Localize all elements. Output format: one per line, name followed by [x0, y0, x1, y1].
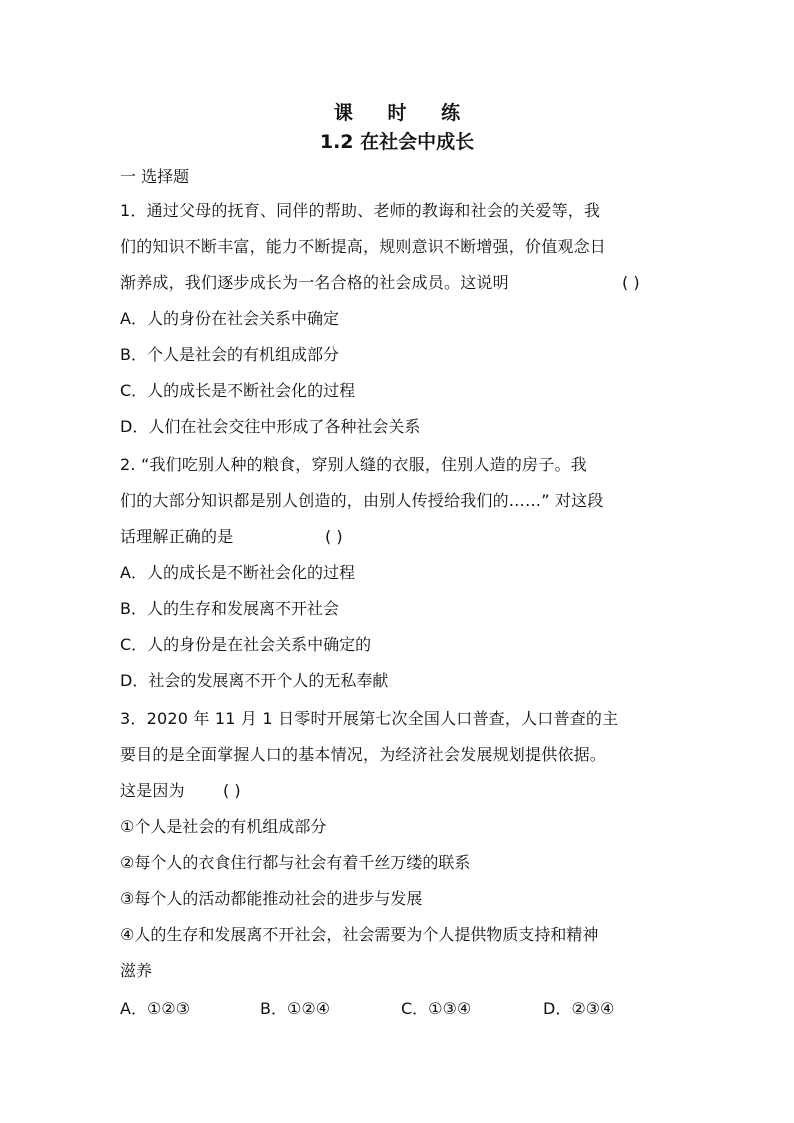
question-3-option-d: D．②③④	[543, 999, 615, 1018]
question-1-option-b: B．个人是社会的有机组成部分	[120, 345, 339, 364]
question-3-statement-4-cont: 滋养	[120, 961, 153, 980]
question-2-stem-line-3: 话理解正确的是	[120, 527, 234, 546]
section-heading: 一 选择题	[120, 167, 190, 186]
question-1-stem-line-3: 渐养成，我们逐步成长为一名合格的社会成员。这说明	[120, 273, 509, 292]
question-3-answer-blank: ( )	[223, 781, 241, 800]
question-3-option-c: C．①③④	[401, 999, 472, 1018]
question-2-stem-line-1: 2. “我们吃别人种的粮食，穿别人缝的衣服，住别人造的房子。我	[120, 455, 587, 474]
question-1-stem-line-1: 1．通过父母的抚育、同伴的帮助、老师的教诲和社会的关爱等，我	[120, 201, 601, 220]
question-2-option-b: B．人的生存和发展离不开社会	[120, 599, 339, 618]
question-1-option-a: A．人的身份在社会关系中确定	[120, 309, 339, 328]
question-2-option-d: D．社会的发展离不开个人的无私奉献	[120, 671, 389, 690]
question-3-statement-4: ④人的生存和发展离不开社会，社会需要为个人提供物质支持和精神	[120, 925, 599, 944]
question-3-stem-line-1: 3．2020 年 11 月 1 日零时开展第七次全国人口普查，人口普查的主	[120, 709, 619, 728]
question-1-option-d: D．人们在社会交往中形成了各种社会关系	[120, 417, 421, 436]
question-3-stem-line-2: 要目的是全面掌握人口的基本情况，为经济社会发展规划提供依据。	[120, 745, 607, 764]
question-3-option-a: A．①②③	[120, 999, 190, 1018]
question-2-answer-blank: ( )	[325, 527, 343, 546]
question-1-stem-line-2: 们的知识不断丰富，能力不断提高，规则意识不断增强，价值观念日	[120, 237, 607, 256]
lesson-subtitle: 1.2 在社会中成长	[319, 131, 475, 153]
question-2-option-c: C．人的身份是在社会关系中确定的	[120, 635, 372, 654]
question-3-option-b: B．①②④	[260, 999, 331, 1018]
question-1-option-c: C．人的成长是不断社会化的过程	[120, 381, 356, 400]
question-3-stem-line-3: 这是因为	[120, 781, 185, 800]
question-2-option-a: A．人的成长是不断社会化的过程	[120, 563, 355, 582]
question-3-statement-2: ②每个人的衣食住行都与社会有着千丝万缕的联系	[120, 853, 471, 872]
page-title: 课 时 练	[333, 102, 475, 124]
question-2-stem-line-2: 们的大部分知识都是别人创造的，由别人传授给我们的……” 对这段	[120, 491, 604, 510]
question-3-statement-3: ③每个人的活动都能推动社会的进步与发展	[120, 889, 423, 908]
question-1-answer-blank: ( )	[622, 273, 640, 292]
question-3-statement-1: ①个人是社会的有机组成部分	[120, 817, 327, 836]
